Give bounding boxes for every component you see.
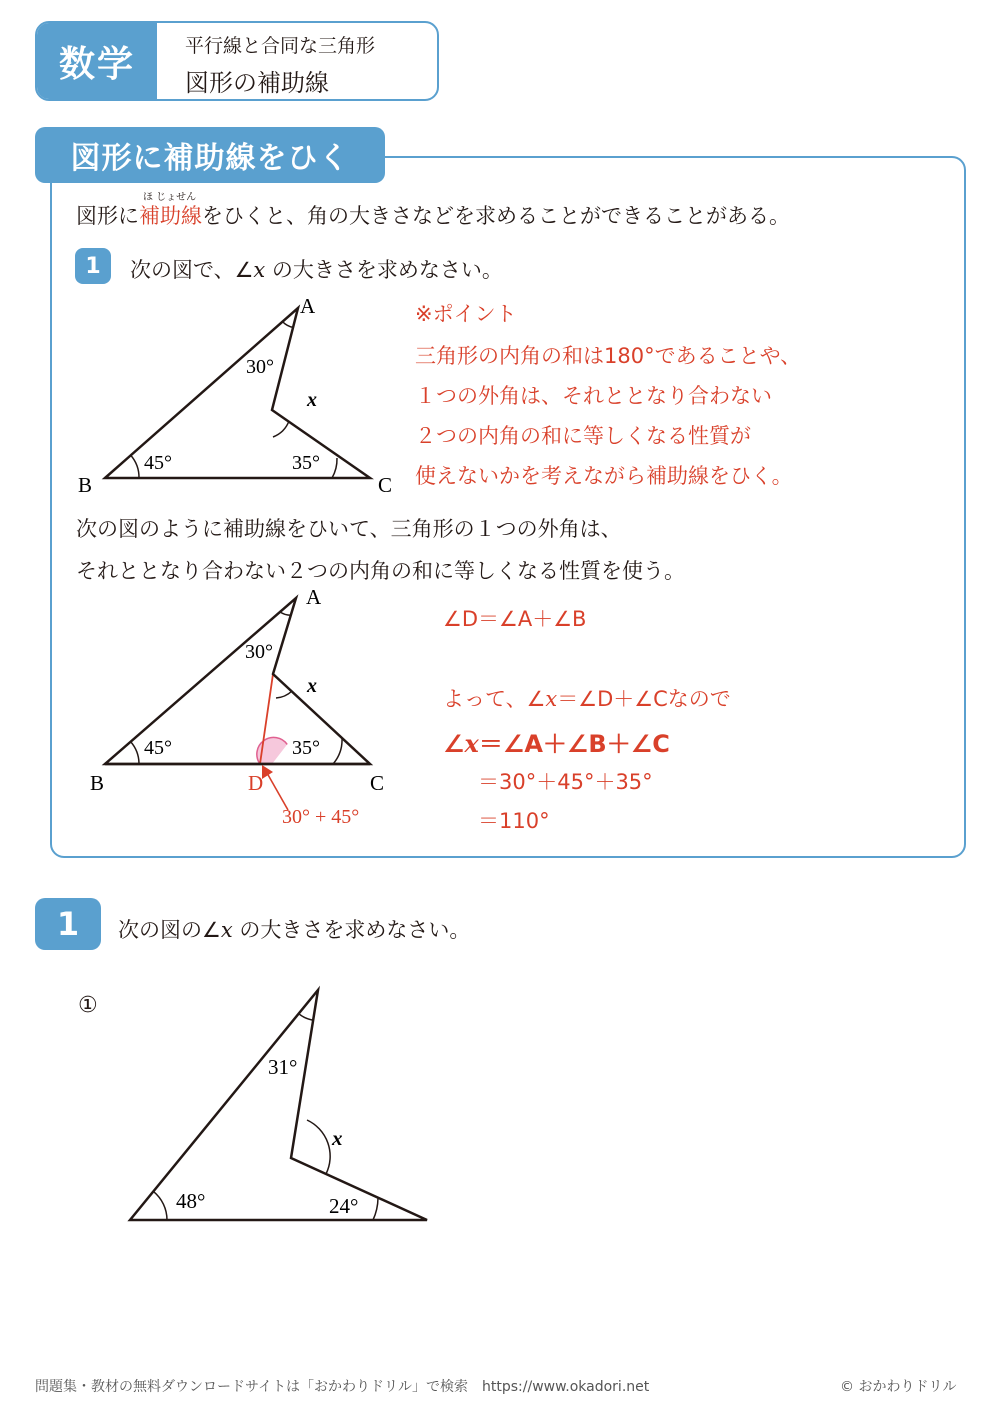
figure-1-arc-x bbox=[273, 421, 289, 437]
header-badge bbox=[35, 21, 439, 101]
figure-1-angle-a: 30° bbox=[246, 356, 274, 378]
example-prompt-b: の大きさを求めなさい。 bbox=[265, 258, 503, 282]
figure-1 bbox=[70, 290, 410, 505]
solution-line-2-b: ＝∠D＋∠Cなので bbox=[557, 687, 731, 711]
figure-2-arc-x bbox=[276, 691, 292, 698]
question-figure-angle-right: 24° bbox=[329, 1194, 359, 1218]
question-figure-shape bbox=[130, 990, 427, 1220]
point-line-2: １つの外角は、それととなり合わない bbox=[415, 384, 772, 408]
question-prompt-b: の大きさを求めなさい。 bbox=[232, 918, 471, 942]
solution-line-5: ＝110° bbox=[478, 809, 550, 833]
figure-1-angle-b: 45° bbox=[144, 452, 172, 474]
figure-2-arc-a bbox=[280, 612, 291, 615]
solution-line-2-a: よって、∠ bbox=[443, 687, 546, 711]
figure-1-label-a: A bbox=[300, 294, 316, 318]
subject-label: 数学 bbox=[37, 23, 157, 99]
point-line-1: 三角形の内角の和は180°であることや、 bbox=[415, 344, 802, 368]
question-figure-angle-top: 31° bbox=[268, 1055, 298, 1079]
figure-2-angle-c: 35° bbox=[292, 737, 320, 759]
question-figure-angle-left: 48° bbox=[176, 1189, 206, 1213]
figure-2-x: x bbox=[307, 675, 317, 697]
explain-line-2: それととなり合わない２つの内角の和に等しくなる性質を使う。 bbox=[76, 559, 685, 583]
solution-line-3-a: ∠ bbox=[443, 730, 465, 758]
point-heading: ※ポイント bbox=[415, 302, 517, 326]
explain-line-1: 次の図のように補助線をひいて、三角形の１つの外角は、 bbox=[76, 517, 622, 541]
solution-line-2 bbox=[443, 683, 731, 713]
example-prompt-var: x bbox=[253, 258, 266, 282]
question-figure-arc-top bbox=[300, 1014, 314, 1020]
figure-1-angle-c: 35° bbox=[292, 452, 320, 474]
figure-2-arc-c bbox=[333, 738, 342, 764]
figure-1-arc-b bbox=[131, 455, 140, 478]
question-prompt bbox=[118, 914, 470, 944]
page-title: 図形の補助線 bbox=[185, 69, 329, 97]
question-prompt-var: x bbox=[220, 918, 233, 942]
figure-2-arc-b bbox=[131, 742, 139, 764]
question-figure bbox=[110, 975, 450, 1235]
figure-2-label-a: A bbox=[306, 585, 322, 609]
intro-text bbox=[76, 192, 790, 230]
intro-after: をひくと、角の大きさなどを求めることができることがある。 bbox=[202, 204, 790, 228]
example-number-badge: 1 bbox=[75, 248, 111, 284]
solution-line-3-b: ＝∠A＋∠B＋∠C bbox=[478, 730, 670, 758]
figure-2-label-b: B bbox=[90, 771, 105, 795]
figure-2-label-c: C bbox=[370, 771, 385, 795]
topic-label: 平行線と合同な三角形 bbox=[185, 35, 376, 57]
point-line-4: 使えないかを考えながら補助線をひく。 bbox=[415, 464, 793, 488]
figure-2-pointer-line bbox=[267, 773, 288, 810]
figure-2-angle-b: 45° bbox=[144, 737, 172, 759]
figure-1-arc-a bbox=[283, 322, 294, 328]
question-figure-arc-right bbox=[373, 1198, 378, 1220]
solution-line-2-var: x bbox=[545, 687, 558, 711]
point-line-3: ２つの内角の和に等しくなる性質が bbox=[415, 424, 751, 448]
figure-2-label-d: D bbox=[248, 771, 264, 795]
solution-line-3-var: x bbox=[464, 729, 479, 758]
footer-left: 問題集・教材の無料ダウンロードサイトは「おかわりドリル」で検索 https://www.okadori.net bbox=[35, 1379, 650, 1395]
intro-before: 図形に bbox=[76, 204, 139, 228]
figure-1-label-b: B bbox=[78, 473, 93, 497]
figure-2-pointer-head bbox=[262, 765, 273, 779]
question-number-badge: 1 bbox=[35, 898, 101, 950]
example-prompt-a: 次の図で、∠ bbox=[130, 258, 254, 282]
section-tab: 図形に補助線をひく bbox=[35, 127, 385, 183]
question-sub-label: ① bbox=[78, 993, 98, 1018]
figure-2-angle-d-label: 30° + 45° bbox=[282, 806, 360, 828]
intro-ruby: ほ じょせん bbox=[143, 192, 197, 203]
solution-line-4: ＝30°＋45°＋35° bbox=[478, 770, 653, 794]
example-prompt bbox=[130, 254, 503, 284]
question-prompt-a: 次の図の∠ bbox=[118, 918, 221, 942]
solution-line-1: ∠D＝∠A＋∠B bbox=[443, 607, 587, 631]
solution-line-3 bbox=[443, 724, 670, 759]
question-figure-arc-left bbox=[153, 1191, 167, 1220]
figure-1-arc-c bbox=[332, 458, 337, 478]
figure-2 bbox=[70, 580, 430, 830]
figure-1-label-c: C bbox=[378, 473, 393, 497]
footer-right: © おかわりドリル bbox=[840, 1379, 957, 1395]
question-figure-x: x bbox=[332, 1126, 343, 1150]
figure-2-angle-a: 30° bbox=[245, 641, 273, 663]
figure-1-x: x bbox=[307, 389, 317, 411]
intro-highlight: 補助線 bbox=[139, 204, 202, 228]
